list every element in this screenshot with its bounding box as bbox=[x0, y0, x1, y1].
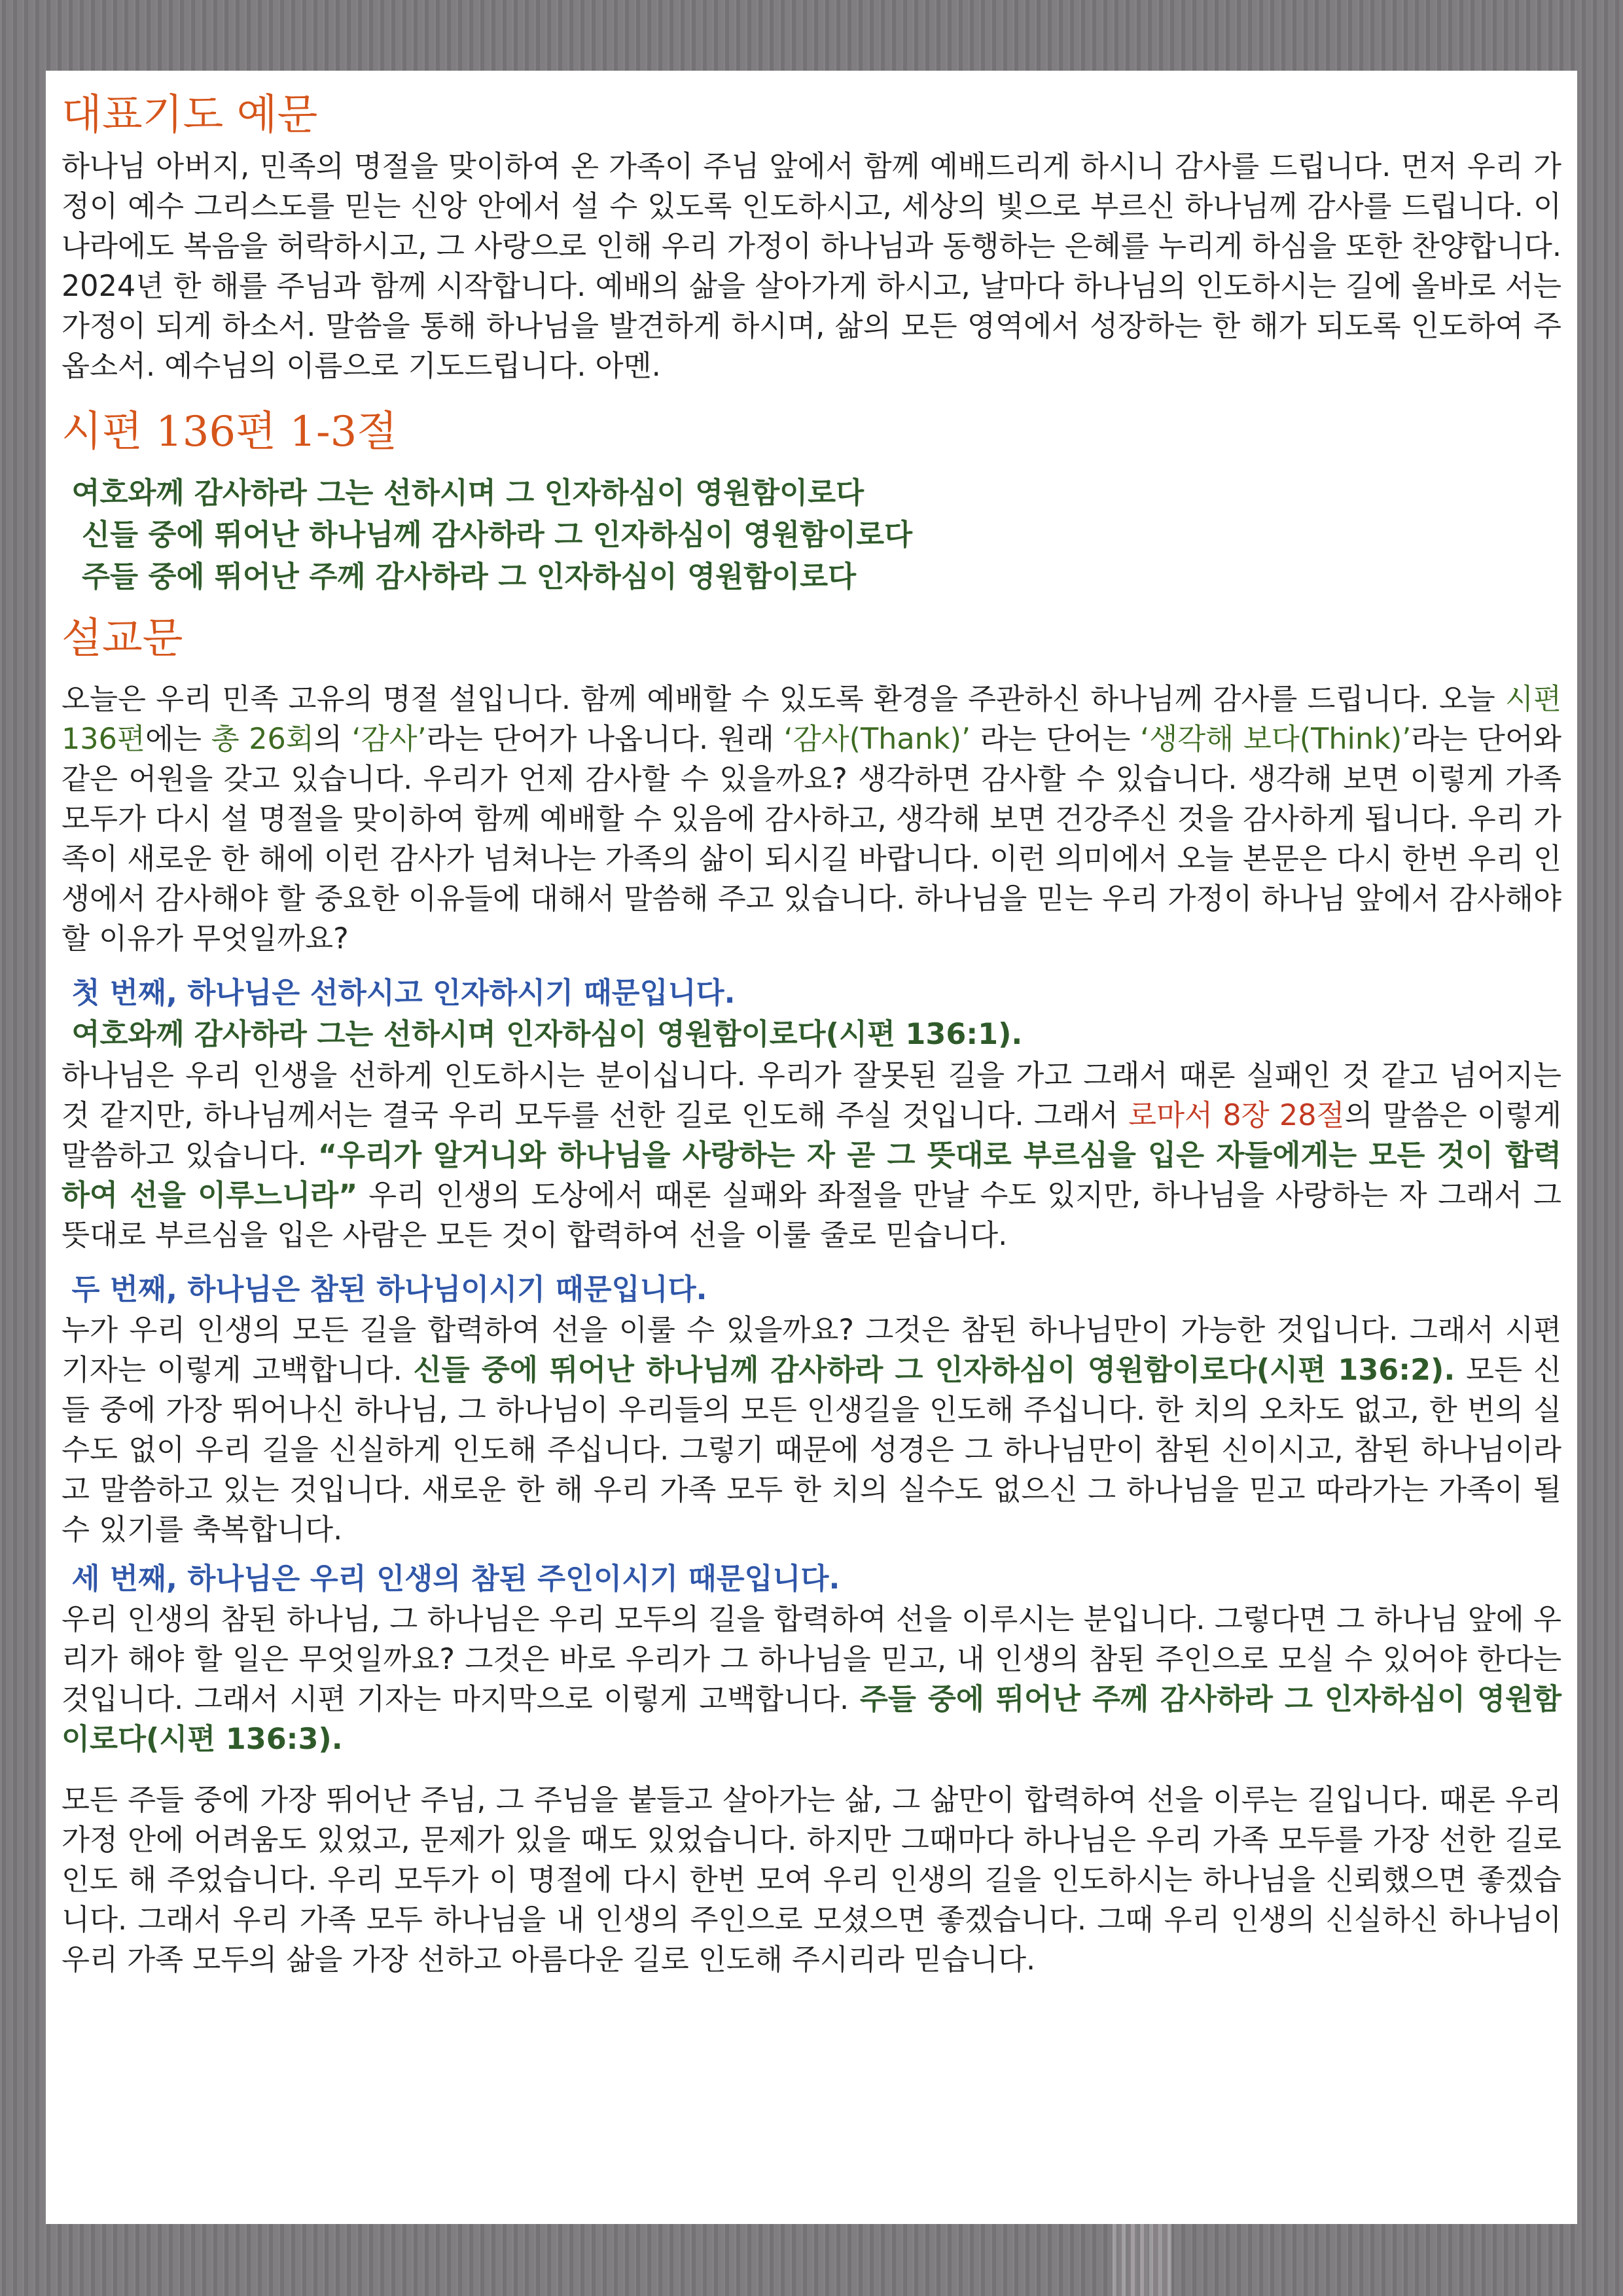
psalm-136-2-quote: 신들 중에 뛰어난 하나님께 감사하라 그 인자하심이 영원함이로다(시편 136:2). bbox=[413, 1354, 1455, 1387]
closing-paragraph: 모든 주들 중에 가장 뛰어난 주님, 그 주님을 붙들고 살아가는 삶, 그 삶만이 합력하여 선을 이루는 길입니다. 때론 우리 가정 안에 어려움도 있었고, 문제가 있을 때도 있었습니다. 하지만 그때마다 하나님은 우리 가족 모두를 가장 선한 길로 인도 해 주었습니다. 우리 모두가 이 명절에 다시 한번 모여 우리 인생의 길을 인도하시는 하나님을 신뢰했으면 좋겠습니다. 그래서 우리 가족 모두 하나님을 내 인생의 주인으로 모셨으면 좋겠습니다. 그때 우리 인생의 신실하신 하나님이 우리 가족 모두의 삶을 가장 선하고 아름다운 길로 인도해 주시리라 믿습니다. bbox=[62, 1784, 1561, 1977]
psalm-verse-1: 여호와께 감사하라 그는 선하시며 그 인자하심이 영원함이로다 bbox=[62, 476, 865, 510]
intro-text-3: 의 bbox=[313, 723, 352, 756]
highlight-26-times: 총 26회 bbox=[211, 723, 314, 756]
intro-text-5: 라는 단어는 bbox=[971, 723, 1141, 756]
highlight-thank: ‘감사(Thank)’ bbox=[783, 723, 971, 756]
prayer-paragraph: 하나님 아버지, 민족의 명절을 맞이하여 온 가족이 주님 앞에서 함께 예배드리게 하시니 감사를 드립니다. 먼저 우리 가정이 예수 그리스도를 믿는 신앙 안에서 설 수 있도록 인도하시고, 세상의 빛으로 부르신 하나님께 감사를 드립니다. 이 나라에도 복음을 허락하시고, 그 사랑으로 인해 우리 가정이 하나님과 동행하는 은혜를 누리게 하심을 또한 찬양합니다. 2024년 한 해를 주님과 함께 시작합니다. 예배의 삶을 살아가게 하시고, 날마다 하나님의 인도하시는 길에 올바로 서는 가정이 되게 하소서. 말씀을 통해 하나님을 발견하게 하시며, 삶의 모든 영역에서 성장하는 한 해가 되도록 인도하여 주옵소서. 예수님의 이름으로 기도드립니다. 아멘. bbox=[62, 150, 1561, 383]
point-2-text-1: 누가 우리 인생의 모든 길을 합력하여 선을 이룰 수 있을까요? 그것은 참된 하나님만이 가능한 것입니다. 그래서 시편 기자는 이렇게 고백합니다. bbox=[62, 1314, 1561, 1387]
romans-reference: 로마서 8장 28절 bbox=[1128, 1099, 1345, 1132]
point-1-heading: 첫 번째, 하나님은 선하시고 인자하시기 때문입니다. bbox=[62, 977, 736, 1010]
point-2-paragraph bbox=[62, 1310, 1561, 1550]
point-2-heading: 두 번째, 하나님은 참된 하나님이시기 때문입니다. bbox=[62, 1273, 707, 1306]
highlight-gamsa: ‘감사’ bbox=[351, 723, 427, 756]
point-2-text-2: 모든 신들 중에 가장 뛰어나신 하나님, 그 하나님이 우리들의 모든 인생길을 인도해 주십니다. 한 치의 오차도 없고, 한 번의 실수도 없이 우리 길을 신실하게 인도해 주십니다. 그렇기 때문에 성경은 그 하나님만이 참된 신이시고, 참된 하나님이라고 말씀하고 있는 것입니다. 새로운 한 해 우리 가족 모두 한 치의 실수도 없으신 그 하나님을 믿고 따라가는 가족이 될 수 있기를 축복합니다. bbox=[62, 1354, 1561, 1547]
psalm-136-3-quote: 주들 중에 뛰어난 주께 감사하라 그 인자하심이 영원함이로다(시편 136:3). bbox=[62, 1683, 1561, 1756]
point-3-text-1: 우리 인생의 참된 하나님, 그 하나님은 우리 모두의 길을 합력하여 선을 이루시는 분입니다. 그렇다면 그 하나님 앞에 우리가 해야 할 일은 무엇일까요? 그것은 바로 우리가 그 하나님을 믿고, 내 인생의 참된 주인으로 모실 수 있어야 한다는 것입니다. 그래서 시편 기자는 마지막으로 이렇게 고백합니다. bbox=[62, 1603, 1561, 1716]
sermon-intro-paragraph bbox=[62, 679, 1561, 959]
psalm-heading: 시편 136편 1-3절 bbox=[62, 408, 398, 456]
romans-quote: “우리가 알거니와 하나님을 사랑하는 자 곧 그 뜻대로 부르심을 입은 자들에게는 모든 것이 합력하여 선을 이루느니라” bbox=[62, 1139, 1561, 1212]
sermon-heading: 설교문 bbox=[62, 615, 183, 663]
point-3-heading: 세 번째, 하나님은 우리 인생의 참된 주인이시기 때문입니다. bbox=[62, 1562, 840, 1596]
point-1-text-3: 우리 인생의 도상에서 때론 실패와 좌절을 만날 수도 있지만, 하나님을 사랑하는 자 그래서 그 뜻대로 부르심을 입은 사람은 모든 것이 합력하여 선을 이룰 줄로 믿습니다. bbox=[62, 1179, 1561, 1252]
psalm-verse-3: 주들 중에 뛰어난 주께 감사하라 그 인자하심이 영원함이로다 bbox=[62, 560, 857, 594]
intro-text-2: 에는 bbox=[145, 723, 211, 756]
point-1-paragraph bbox=[62, 1056, 1561, 1255]
psalm-verse-2: 신들 중에 뛰어난 하나님께 감사하라 그 인자하심이 영원함이로다 bbox=[62, 518, 913, 552]
highlight-think: ‘생각해 보다(Think)’ bbox=[1140, 723, 1412, 756]
intro-text-4: 라는 단어가 나옵니다. 원래 bbox=[426, 723, 784, 756]
point-1-verse: 여호와께 감사하라 그는 선하시며 인자하심이 영원함이로다(시편 136:1). bbox=[62, 1018, 1023, 1051]
point-3-paragraph bbox=[62, 1600, 1561, 1759]
point-1-text-1: 하나님은 우리 인생을 선하게 인도하시는 분이십니다. 우리가 잘못된 길을 가고 그래서 때론 실패인 것 같고 넘어지는 것 같지만, 하나님께서는 결국 우리 모두를 선한 길로 인도해 주실 것입니다. 그래서 bbox=[62, 1059, 1561, 1132]
document-page bbox=[46, 71, 1577, 2224]
background-decoration bbox=[1113, 2224, 1171, 2296]
prayer-heading: 대표기도 예문 bbox=[62, 91, 318, 139]
point-1-text-2: 의 말씀은 이렇게 말씀하고 있습니다. bbox=[62, 1099, 1561, 1172]
highlight-psalm-136: 시편 136편 bbox=[62, 683, 1561, 756]
intro-text-6: 라는 단어와 같은 어원을 갖고 있습니다. 우리가 언제 감사할 수 있을까요? 생각하면 감사할 수 있습니다. 생각해 보면 이렇게 가족 모두가 다시 설 명절을 맞이하여 함께 예배할 수 있음에 감사하고, 생각해 보면 건강주신 것을 감사하게 됩니다. 우리 가족이 새로운 한 해에 이런 감사가 넘쳐나는 가족의 삶이 되시길 바랍니다. 이런 의미에서 오늘 본문은 다시 한번 우리 인생에서 감사해야 할 중요한 이유들에 대해서 말씀해 주고 있습니다. 하나님을 믿는 우리 가정이 하나님 앞에서 감사해야 할 이유가 무엇일까요? bbox=[62, 723, 1562, 956]
intro-text-1: 오늘은 우리 민족 고유의 명절 설입니다. 함께 예배할 수 있도록 환경을 주관하신 하나님께 감사를 드립니다. 오늘 bbox=[62, 683, 1506, 716]
